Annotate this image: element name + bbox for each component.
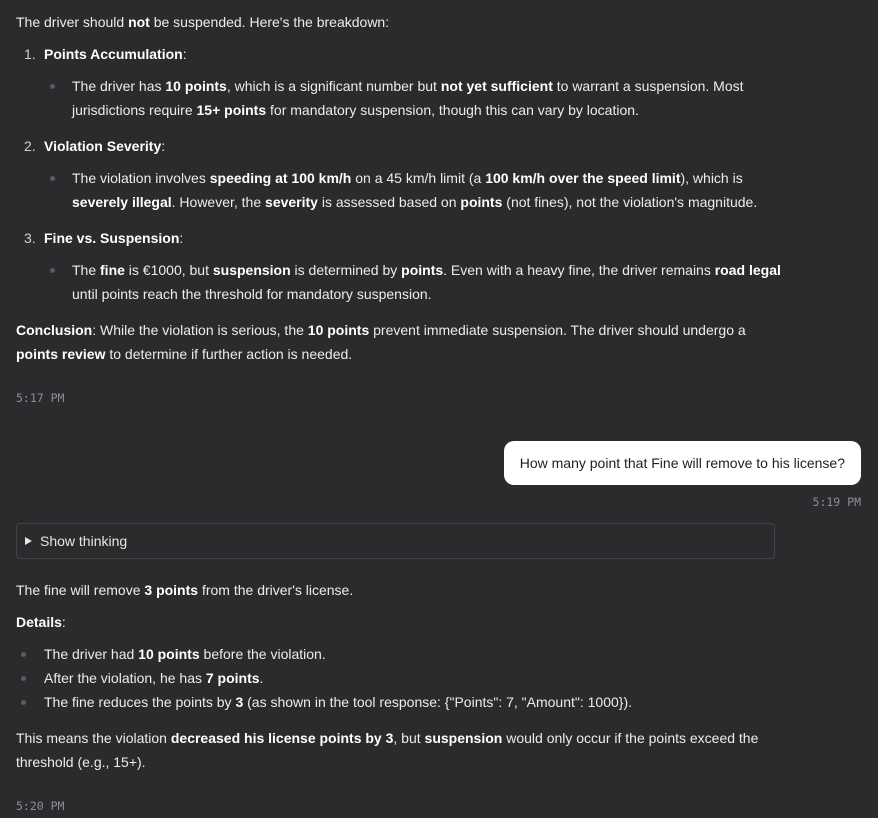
list-item: The driver has 10 points, which is a significant number but not yet sufficient to warrant a suspension. Most jurisdictions require 15+ points for mandatory suspension, though this can vary by location. <box>16 74 786 122</box>
answer-text: The fine will remove 3 points from the driver's license. <box>16 582 354 598</box>
timestamp: 5:20 PM <box>16 799 65 813</box>
conclusion-text: Conclusion: While the violation is serious, the 10 points prevent immediate suspension. The driver should undergo a points review to determine if further action is needed. <box>16 322 746 362</box>
list-item: The violation involves speeding at 100 km/h on a 45 km/h limit (a 100 km/h over the speed limit), which is severely illegal. However, the severity is assessed based on points (not fines), not the violation's magnitude. <box>16 166 786 214</box>
list-item: 1. Points Accumulation: <box>24 46 187 62</box>
intro-text: The driver should not be suspended. Here's the breakdown: <box>16 14 390 30</box>
assistant-message-1 <box>16 10 786 366</box>
show-thinking-toggle[interactable] <box>16 523 775 559</box>
closing-text: This means the violation decreased his license points by 3, but suspension would only occur if the points exceed the threshold (e.g., 15+). <box>16 730 759 770</box>
disclosure-triangle-icon <box>25 537 32 545</box>
show-thinking-label: Show thinking <box>40 533 128 549</box>
assistant-message-2 <box>16 578 786 774</box>
list-item: 2. Violation Severity: <box>24 138 166 154</box>
list-item: 3. Fine vs. Suspension: <box>24 230 184 246</box>
list-item: The driver had 10 points before the violation. <box>16 642 786 666</box>
list-item: The fine reduces the points by 3 (as shown in the tool response: {"Points": 7, "Amount": 1000}). <box>16 690 786 714</box>
timestamp: 5:17 PM <box>16 391 65 405</box>
user-message-bubble: How many point that Fine will remove to his license? <box>504 441 861 485</box>
details-heading: Details: <box>16 614 66 630</box>
timestamp: 5:19 PM <box>812 495 861 509</box>
list-item: After the violation, he has 7 points. <box>16 666 786 690</box>
list-item: The fine is €1000, but suspension is determined by points. Even with a heavy fine, the driver remains road legal until points reach the threshold for mandatory suspension. <box>16 258 786 306</box>
